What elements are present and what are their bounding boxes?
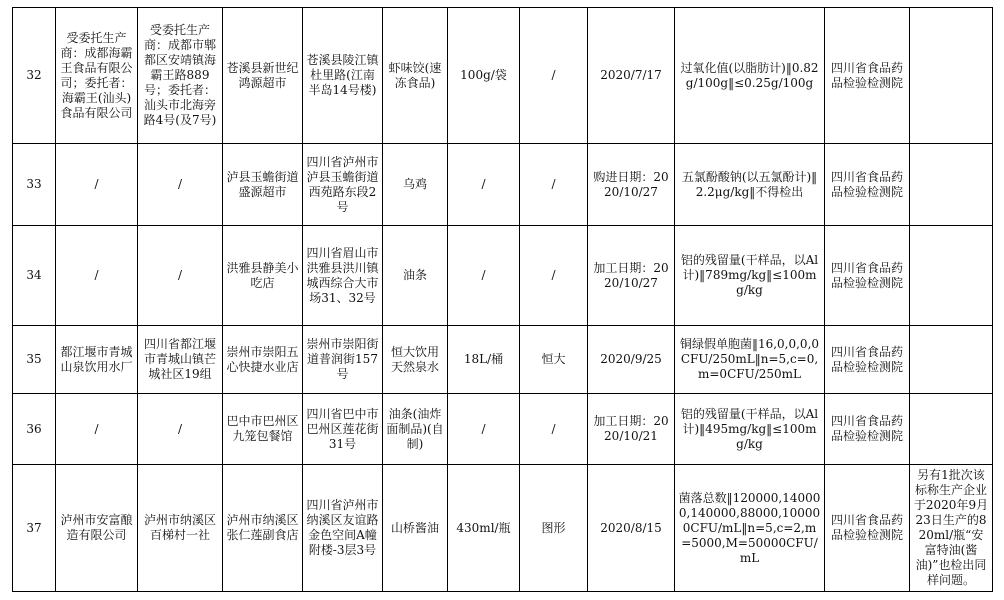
cell-product: 油条(油炸面制品)(自制) <box>383 394 448 465</box>
cell-agency: 四川省食品药品检验检测院 <box>825 465 910 592</box>
cell-no: 32 <box>13 8 56 144</box>
cell-remark <box>910 226 993 326</box>
cell-brand: 恒大 <box>520 326 588 394</box>
inspection-results-table <box>12 7 993 592</box>
cell-product: 恒大饮用天然泉水 <box>383 326 448 394</box>
cell-seller-address: 四川省泸州市泸县玉蟾街道西苑路东段2号 <box>303 144 383 226</box>
cell-seller: 苍溪县新世纪鸿源超市 <box>223 8 303 144</box>
cell-seller: 洪雅县静美小吃店 <box>223 226 303 326</box>
table-row <box>13 8 993 144</box>
cell-spec: 100g/袋 <box>448 8 520 144</box>
cell-product: 山桥酱油 <box>383 465 448 592</box>
cell-seller: 泸州市纳溪区张仁莲副食店 <box>223 465 303 592</box>
cell-agency: 四川省食品药品检验检测院 <box>825 326 910 394</box>
cell-test-item: 五氯酚酸钠(以五氯酚计)‖2.2μg/kg‖不得检出 <box>675 144 825 226</box>
cell-date: 加工日期：2020/10/21 <box>588 394 675 465</box>
cell-seller: 巴中市巴州区九笼包餐馆 <box>223 394 303 465</box>
cell-brand: 图形 <box>520 465 588 592</box>
cell-no: 34 <box>13 226 56 326</box>
cell-producer: / <box>56 226 138 326</box>
cell-seller: 泸县玉蟾街道盛源超市 <box>223 144 303 226</box>
cell-spec: / <box>448 226 520 326</box>
cell-test-item: 铝的残留量(干样品，以Al计)‖789mg/kg‖≤100mg/kg <box>675 226 825 326</box>
cell-seller-address: 四川省泸州市纳溪区友谊路金色空间A幢附楼-3层3号 <box>303 465 383 592</box>
cell-seller-address: 四川省眉山市洪雅县洪川镇城西综合大市场31、32号 <box>303 226 383 326</box>
cell-test-item: 铝的残留量(干样品，以Al计)‖495mg/kg‖≤100mg/kg <box>675 394 825 465</box>
cell-producer-address: 四川省都江堰市青城山镇芒城社区19组 <box>138 326 223 394</box>
cell-agency: 四川省食品药品检验检测院 <box>825 226 910 326</box>
cell-spec: 430ml/瓶 <box>448 465 520 592</box>
cell-brand: / <box>520 8 588 144</box>
cell-seller-address: 崇州市崇阳街道普润街157号 <box>303 326 383 394</box>
cell-seller-address: 苍溪县陵江镇杜里路(江南半岛14号楼) <box>303 8 383 144</box>
cell-no: 36 <box>13 394 56 465</box>
cell-date: 2020/7/17 <box>588 8 675 144</box>
cell-spec: / <box>448 144 520 226</box>
cell-product: 乌鸡 <box>383 144 448 226</box>
cell-seller: 崇州市崇阳五心快捷水业店 <box>223 326 303 394</box>
cell-spec: 18L/桶 <box>448 326 520 394</box>
cell-producer-address: 受委托生产商：成都市郫都区安靖镇海霸王路889号；委托者：汕头市北海旁路4号(及7号) <box>138 8 223 144</box>
cell-product: 虾味饺(速冻食品) <box>383 8 448 144</box>
cell-remark: 另有1批次该标称生产企业于2020年9月23日生产的820ml/瓶“安富特油(酱油)”也检出同样问题。 <box>910 465 993 592</box>
cell-producer: / <box>56 144 138 226</box>
table-row <box>13 144 993 226</box>
table-row <box>13 326 993 394</box>
cell-test-item: 菌落总数‖120000,140000,140000,88000,100000CFU/mL‖n=5,c=2,m=5000,M=50000CFU/mL <box>675 465 825 592</box>
cell-agency: 四川省食品药品检验检测院 <box>825 8 910 144</box>
cell-producer-address: / <box>138 394 223 465</box>
cell-agency: 四川省食品药品检验检测院 <box>825 144 910 226</box>
table-row <box>13 465 993 592</box>
cell-producer: 泸州市安富酿造有限公司 <box>56 465 138 592</box>
cell-date: 购进日期：2020/10/27 <box>588 144 675 226</box>
cell-product: 油条 <box>383 226 448 326</box>
cell-no: 33 <box>13 144 56 226</box>
cell-agency: 四川省食品药品检验检测院 <box>825 394 910 465</box>
cell-no: 35 <box>13 326 56 394</box>
cell-date: 2020/8/15 <box>588 465 675 592</box>
cell-test-item: 铜绿假单胞菌‖16,0,0,0,0CFU/250mL‖n=5,c=0,m=0CFU/250mL <box>675 326 825 394</box>
cell-producer-address: / <box>138 226 223 326</box>
cell-producer-address: / <box>138 144 223 226</box>
table-row <box>13 394 993 465</box>
cell-producer-address: 泸州市纳溪区百梯村一社 <box>138 465 223 592</box>
cell-remark <box>910 394 993 465</box>
cell-seller-address: 四川省巴中市巴州区莲花街31号 <box>303 394 383 465</box>
cell-brand: / <box>520 226 588 326</box>
cell-brand: / <box>520 394 588 465</box>
cell-remark <box>910 144 993 226</box>
cell-test-item: 过氧化值(以脂肪计)‖0.82g/100g‖≤0.25g/100g <box>675 8 825 144</box>
cell-producer: / <box>56 394 138 465</box>
cell-brand: / <box>520 144 588 226</box>
cell-producer: 受委托生产商：成都海霸王食品有限公司；委托者：海霸王(汕头)食品有限公司 <box>56 8 138 144</box>
cell-no: 37 <box>13 465 56 592</box>
cell-producer: 都江堰市青城山泉饮用水厂 <box>56 326 138 394</box>
cell-remark <box>910 326 993 394</box>
cell-spec: / <box>448 394 520 465</box>
cell-date: 加工日期：2020/10/27 <box>588 226 675 326</box>
cell-remark <box>910 8 993 144</box>
table-row <box>13 226 993 326</box>
cell-date: 2020/9/25 <box>588 326 675 394</box>
